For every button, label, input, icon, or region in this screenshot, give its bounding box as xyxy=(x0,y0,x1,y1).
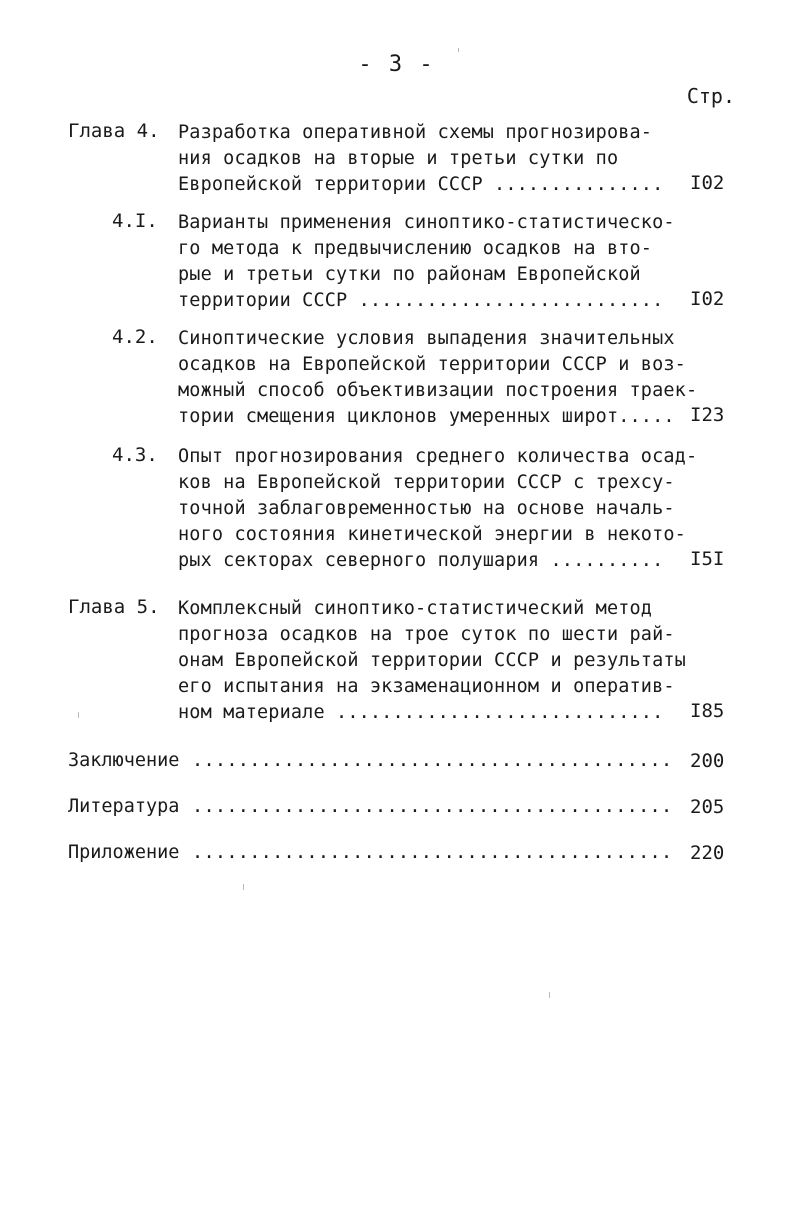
toc-entry-page: I23 xyxy=(690,404,725,426)
toc-entry-line: осадков на Европейской территории СССР и воз- xyxy=(178,354,686,375)
toc-entry-page: 205 xyxy=(690,796,725,818)
toc-entry-line: можный способ объективизации построения траек- xyxy=(178,380,698,401)
toc-entry-line: Опыт прогнозирования среднего количества осад- xyxy=(178,446,698,467)
toc-entry-line: Разработка оперативной схемы прогнозирова- xyxy=(178,122,653,143)
toc-entry-line: Синоптические условия выпадения значительных xyxy=(178,328,675,349)
toc-entry-number: 4.I. xyxy=(112,210,158,232)
toc-entry-line: Европейской территории СССР ............... xyxy=(178,174,664,195)
toc-entry-page: 200 xyxy=(690,750,725,772)
toc-entry-title: Приложение xyxy=(68,842,180,863)
toc-leader-dots: .......................................... xyxy=(192,750,673,771)
scan-speck xyxy=(549,992,550,998)
toc-leader-dots: .......................................... xyxy=(192,796,673,817)
toc-leader-dots: .......................................... xyxy=(192,842,673,863)
toc-entry-number: 4.2. xyxy=(112,326,158,348)
toc-entry-line: ков на Европейской территории СССР с трехсу- xyxy=(178,472,675,493)
toc-entry-text xyxy=(178,326,698,430)
toc-entry-line: ном материале ............................. xyxy=(178,702,664,723)
toc-entry-page: I85 xyxy=(690,700,725,722)
scan-speck xyxy=(78,712,79,718)
toc-entry-line: его испытания на экзаменационном и оператив- xyxy=(178,676,675,697)
toc-entry-page: I02 xyxy=(690,172,725,194)
toc-entry-line: го метода к предвычислению осадков на вто- xyxy=(178,238,653,259)
toc-entry-line: Комплексный синоптико-статистический метод xyxy=(178,598,653,619)
toc-entry-number: 4.3. xyxy=(112,444,158,466)
toc-entry-text xyxy=(178,210,678,314)
toc-entry-line: тории смещения циклонов умеренных широт..... xyxy=(178,406,675,427)
toc-entry-page: I02 xyxy=(690,288,725,310)
toc-entry-line: точной заблаговременностью на основе началь- xyxy=(178,498,675,519)
toc-entry-text xyxy=(178,120,678,198)
toc-entry-number: Глава 4. xyxy=(68,120,160,142)
toc-entry-text xyxy=(178,444,698,574)
toc-entry-line: ного состояния кинетической энергии в некото- xyxy=(178,524,686,545)
toc-entry-line: территории СССР ........................... xyxy=(178,290,664,311)
toc-entry-text xyxy=(178,596,686,726)
toc-entry-title: Литература xyxy=(68,796,180,817)
scan-speck xyxy=(243,884,244,890)
toc-entry-title: Заключение xyxy=(68,750,180,771)
toc-entry-line: онам Европейской территории СССР и результаты xyxy=(178,650,686,671)
toc-entry-line: прогноза осадков на трое суток по шести рай- xyxy=(178,624,675,645)
toc-entry-line: рых секторах северного полушария .......... xyxy=(178,550,664,571)
toc-entry-page: I5I xyxy=(690,548,725,570)
page-column-label: Стр. xyxy=(686,84,735,108)
toc-entry-number: Глава 5. xyxy=(68,596,160,618)
toc-entry-line: рые и третьи сутки по районам Европейской xyxy=(178,264,641,285)
scan-speck xyxy=(458,48,459,52)
toc-entry-line: Варианты применения синоптико-статистическо- xyxy=(178,212,675,233)
toc-entry-page: 220 xyxy=(690,842,725,864)
page-number: - 3 - xyxy=(358,52,435,77)
toc-entry-line: ния осадков на вторые и третьи сутки по xyxy=(178,148,619,169)
